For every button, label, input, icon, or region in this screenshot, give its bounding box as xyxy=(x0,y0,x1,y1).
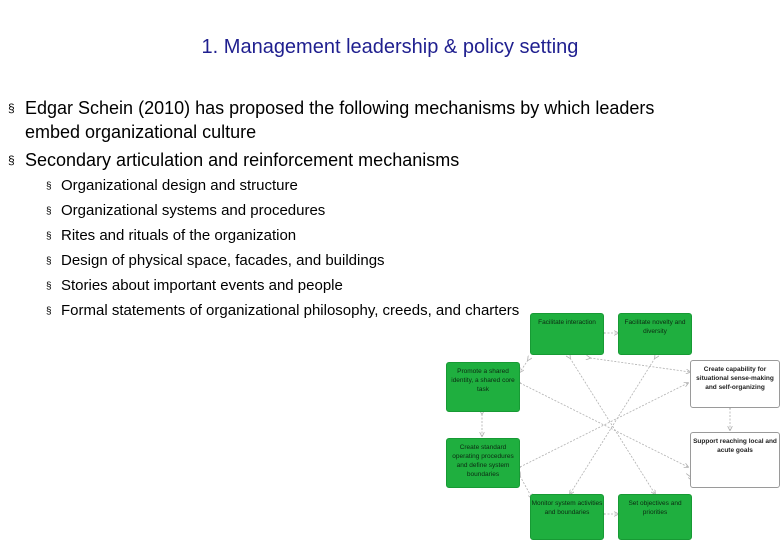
sub-bullet: § Organizational design and structure xyxy=(46,177,298,194)
sub-bullet: § Rites and rituals of the organization xyxy=(46,227,297,244)
node-set-objectives: Set objectives and priorities xyxy=(618,494,692,540)
node-facilitate-novelty: Facilitate novelty and diversity xyxy=(618,313,692,355)
node-sense-making: Create capability for situational sense-making and self-organizing xyxy=(690,360,780,408)
bullet-marker: § xyxy=(8,101,15,115)
node-local-goals: Support reaching local and acute goals xyxy=(690,432,780,488)
bullet-2-text: Secondary articulation and reinforcement mechanisms xyxy=(25,150,460,170)
node-shared-identity: Promote a shared identity, a shared core task xyxy=(446,362,520,412)
sub-bullet: § Design of physical space, facades, and buildings xyxy=(46,252,385,269)
node-facilitate-interaction: Facilitate interaction xyxy=(530,313,604,355)
sub-bullet: § Stories about important events and people xyxy=(46,277,343,294)
sub-bullet: § Organizational systems and procedures xyxy=(46,202,326,219)
node-monitor-system: Monitor system activities and boundaries xyxy=(530,494,604,540)
bullet-1-text: Edgar Schein (2010) has proposed the following mechanisms by which leaders embed organizational culture xyxy=(25,98,655,142)
node-standard-procedures: Create standard operating procedures and define system boundaries xyxy=(446,438,520,488)
sub-bullet: § Formal statements of organizational philosophy, creeds, and charters xyxy=(46,302,520,319)
slide-title: 1. Management leadership & policy setting xyxy=(201,36,579,58)
bullet-marker: § xyxy=(8,153,15,167)
